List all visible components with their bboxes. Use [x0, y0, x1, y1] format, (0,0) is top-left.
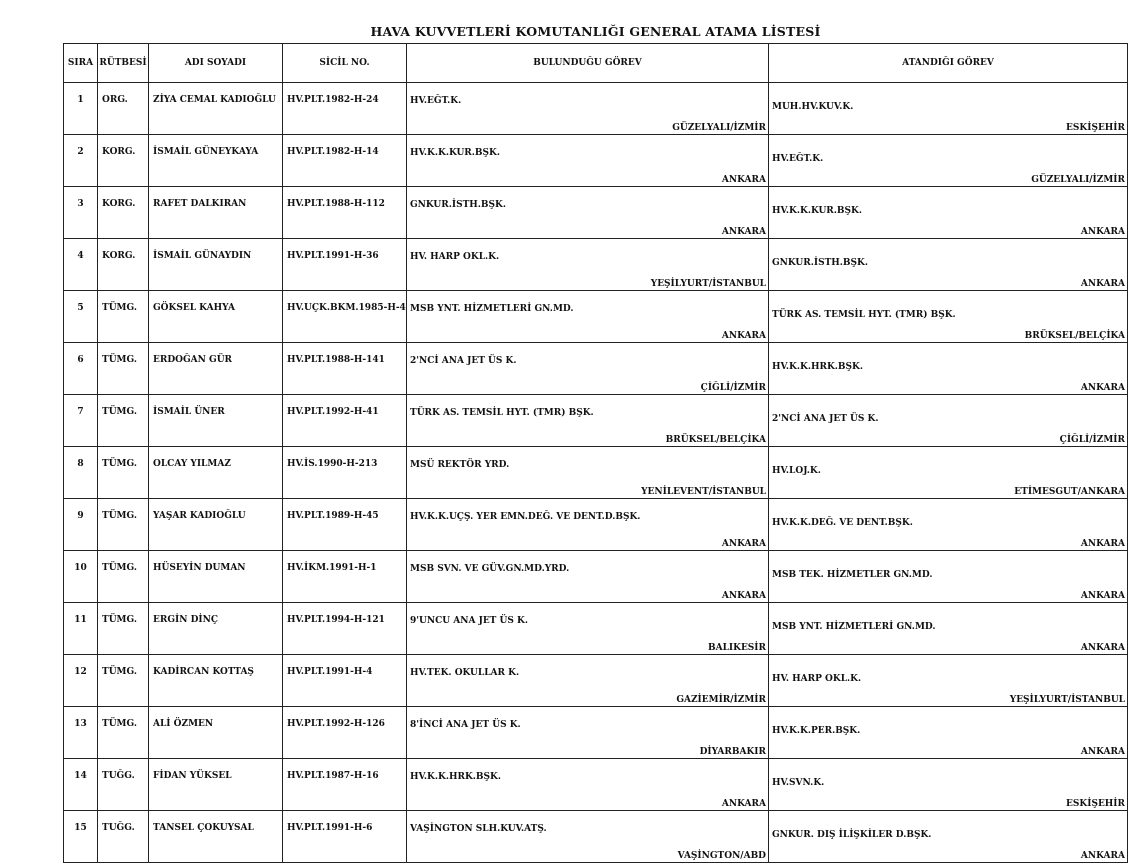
assigned-location: ANKARA — [1080, 851, 1125, 861]
assigned-duty-cell — [769, 603, 1128, 655]
table-row — [64, 707, 1128, 759]
row-number: 12 — [64, 655, 98, 707]
table-row — [64, 239, 1128, 291]
row-sicil: HV.PLT.1982-H-14 — [283, 135, 407, 187]
row-number: 15 — [64, 811, 98, 863]
row-sicil: HV.PLT.1989-H-45 — [283, 499, 407, 551]
row-number: 5 — [64, 291, 98, 343]
assigned-location: ANKARA — [1080, 539, 1125, 549]
header-sira: SIRA — [64, 44, 98, 83]
row-rank: TÜMG. — [98, 603, 149, 655]
row-name: ERGİN DİNÇ — [149, 603, 283, 655]
current-duty: 8'İNCİ ANA JET ÜS K. — [410, 720, 521, 730]
assigned-duty-cell — [769, 187, 1128, 239]
current-location: ÇİĞLİ/İZMİR — [700, 383, 766, 393]
row-rank: TÜMG. — [98, 655, 149, 707]
assigned-location: ETİMESGUT/ANKARA — [1014, 487, 1125, 497]
header-ad: ADI SOYADI — [149, 44, 283, 83]
current-location: ANKARA — [721, 331, 766, 341]
assigned-duty: HV.K.K.DEĞ. VE DENT.BŞK. — [772, 518, 913, 528]
row-sicil: HV.PLT.1987-H-16 — [283, 759, 407, 811]
current-duty-cell — [407, 811, 769, 863]
assigned-location: BRÜKSEL/BELÇİKA — [1024, 331, 1125, 341]
assigned-location: ANKARA — [1080, 279, 1125, 289]
assigned-duty-cell — [769, 395, 1128, 447]
current-location: ANKARA — [721, 539, 766, 549]
assigned-duty: HV.EĞT.K. — [772, 154, 824, 164]
table-row — [64, 395, 1128, 447]
table-row — [64, 655, 1128, 707]
assigned-location: ANKARA — [1080, 643, 1125, 653]
current-duty: HV. HARP OKL.K. — [410, 252, 500, 262]
current-duty: MSB SVN. VE GÜV.GN.MD.YRD. — [410, 564, 570, 574]
assigned-location: ESKİŞEHİR — [1066, 799, 1125, 809]
current-location: VAŞİNGTON/ABD — [677, 851, 766, 861]
table-row — [64, 343, 1128, 395]
current-duty: MSÜ REKTÖR YRD. — [410, 460, 510, 470]
assigned-location: ANKARA — [1080, 591, 1125, 601]
page-title: HAVA KUVVETLERİ KOMUTANLIĞI GENERAL ATAMA LİSTESİ — [370, 24, 821, 39]
row-rank: TUĞG. — [98, 811, 149, 863]
assigned-duty-cell — [769, 499, 1128, 551]
row-name: HÜSEYİN DUMAN — [149, 551, 283, 603]
assigned-duty-cell — [769, 343, 1128, 395]
current-duty: GNKUR.İSTH.BŞK. — [410, 200, 506, 210]
current-duty-cell — [407, 187, 769, 239]
current-duty-cell — [407, 135, 769, 187]
table-row — [64, 291, 1128, 343]
row-sicil: HV.PLT.1991-H-4 — [283, 655, 407, 707]
assigned-location: ANKARA — [1080, 747, 1125, 757]
row-rank: TÜMG. — [98, 343, 149, 395]
table-row — [64, 83, 1128, 135]
current-location: ANKARA — [721, 799, 766, 809]
assigned-duty-cell — [769, 239, 1128, 291]
row-sicil: HV.PLT.1988-H-141 — [283, 343, 407, 395]
table-row — [64, 499, 1128, 551]
current-duty: TÜRK AS. TEMSİL HYT. (TMR) BŞK. — [410, 408, 594, 418]
row-rank: KORG. — [98, 135, 149, 187]
table-row — [64, 811, 1128, 863]
row-name: OLCAY YILMAZ — [149, 447, 283, 499]
assignment-table — [63, 43, 1128, 863]
row-name: İSMAİL GÜNAYDIN — [149, 239, 283, 291]
assigned-duty: MUH.HV.KUV.K. — [772, 102, 854, 112]
current-duty: 9'UNCU ANA JET ÜS K. — [410, 616, 528, 626]
row-name: KADİRCAN KOTTAŞ — [149, 655, 283, 707]
row-rank: TÜMG. — [98, 499, 149, 551]
current-location: ANKARA — [721, 175, 766, 185]
current-duty-cell — [407, 499, 769, 551]
current-duty-cell — [407, 603, 769, 655]
assigned-location: ANKARA — [1080, 383, 1125, 393]
row-number: 2 — [64, 135, 98, 187]
current-duty: HV.EĞT.K. — [410, 96, 462, 106]
header-rutbe: RÜTBESİ — [98, 44, 149, 83]
current-duty: HV.K.K.UÇŞ. YER EMN.DEĞ. VE DENT.D.BŞK. — [410, 512, 641, 522]
current-location: BRÜKSEL/BELÇİKA — [665, 435, 766, 445]
row-number: 13 — [64, 707, 98, 759]
current-duty-cell — [407, 447, 769, 499]
row-name: RAFET DALKIRAN — [149, 187, 283, 239]
assigned-duty-cell — [769, 83, 1128, 135]
row-number: 4 — [64, 239, 98, 291]
current-duty: HV.K.K.HRK.BŞK. — [410, 772, 501, 782]
row-rank: ORG. — [98, 83, 149, 135]
row-number: 11 — [64, 603, 98, 655]
assigned-duty-cell — [769, 655, 1128, 707]
row-rank: TÜMG. — [98, 551, 149, 603]
row-name: GÖKSEL KAHYA — [149, 291, 283, 343]
assigned-duty: HV.SVN.K. — [772, 778, 825, 788]
row-sicil: HV.PLT.1982-H-24 — [283, 83, 407, 135]
row-name: ALİ ÖZMEN — [149, 707, 283, 759]
header-atandigi: ATANDIĞI GÖREV — [769, 44, 1128, 83]
header-row — [64, 44, 1128, 83]
row-sicil: HV.PLT.1991-H-6 — [283, 811, 407, 863]
current-duty-cell — [407, 759, 769, 811]
assigned-duty: 2'NCİ ANA JET ÜS K. — [772, 414, 879, 424]
row-number: 1 — [64, 83, 98, 135]
assigned-duty: MSB YNT. HİZMETLERİ GN.MD. — [772, 622, 936, 632]
assigned-duty-cell — [769, 135, 1128, 187]
current-duty: MSB YNT. HİZMETLERİ GN.MD. — [410, 304, 574, 314]
row-rank: TÜMG. — [98, 707, 149, 759]
row-name: YAŞAR KADIOĞLU — [149, 499, 283, 551]
table-row — [64, 759, 1128, 811]
current-location: ANKARA — [721, 591, 766, 601]
assigned-location: ÇİĞLİ/İZMİR — [1059, 435, 1125, 445]
assigned-duty: HV.K.K.PER.BŞK. — [772, 726, 861, 736]
assigned-duty: HV. HARP OKL.K. — [772, 674, 862, 684]
row-rank: TÜMG. — [98, 447, 149, 499]
current-duty: 2'NCİ ANA JET ÜS K. — [410, 356, 517, 366]
row-rank: TÜMG. — [98, 395, 149, 447]
row-rank: TUĞG. — [98, 759, 149, 811]
assigned-duty: MSB TEK. HİZMETLER GN.MD. — [772, 570, 933, 580]
assigned-duty: HV.K.K.HRK.BŞK. — [772, 362, 863, 372]
current-duty-cell — [407, 83, 769, 135]
assigned-duty-cell — [769, 551, 1128, 603]
current-location: ANKARA — [721, 227, 766, 237]
assigned-location: ANKARA — [1080, 227, 1125, 237]
row-name: FİDAN YÜKSEL — [149, 759, 283, 811]
current-location: GAZİEMİR/İZMİR — [676, 695, 766, 705]
assigned-location: GÜZELYALI/İZMİR — [1031, 175, 1125, 185]
row-number: 3 — [64, 187, 98, 239]
current-location: DİYARBAKIR — [699, 747, 766, 757]
current-duty: HV.TEK. OKULLAR K. — [410, 668, 520, 678]
row-rank: KORG. — [98, 239, 149, 291]
assigned-duty: GNKUR.İSTH.BŞK. — [772, 258, 868, 268]
assigned-duty-cell — [769, 291, 1128, 343]
row-rank: KORG. — [98, 187, 149, 239]
current-duty-cell — [407, 395, 769, 447]
assigned-duty-cell — [769, 707, 1128, 759]
row-sicil: HV.PLT.1992-H-126 — [283, 707, 407, 759]
row-sicil: HV.İS.1990-H-213 — [283, 447, 407, 499]
current-location: YENİLEVENT/İSTANBUL — [641, 487, 766, 497]
row-sicil: HV.PLT.1992-H-41 — [283, 395, 407, 447]
row-number: 10 — [64, 551, 98, 603]
assigned-duty-cell — [769, 759, 1128, 811]
row-sicil: HV.UÇK.BKM.1985-H-4 — [283, 291, 407, 343]
assigned-location: YEŞİLYURT/İSTANBUL — [1009, 695, 1125, 705]
assigned-duty-cell — [769, 811, 1128, 863]
row-name: İSMAİL GÜNEYKAYA — [149, 135, 283, 187]
row-name: ZİYA CEMAL KADIOĞLU — [149, 83, 283, 135]
row-name: ERDOĞAN GÜR — [149, 343, 283, 395]
current-duty-cell — [407, 291, 769, 343]
table-row — [64, 603, 1128, 655]
row-sicil: HV.PLT.1988-H-112 — [283, 187, 407, 239]
current-duty-cell — [407, 239, 769, 291]
assigned-duty: GNKUR. DIŞ İLİŞKİLER D.BŞK. — [772, 830, 932, 840]
current-duty-cell — [407, 343, 769, 395]
row-sicil: HV.PLT.1991-H-36 — [283, 239, 407, 291]
table-row — [64, 135, 1128, 187]
table-body — [64, 83, 1128, 863]
row-name: TANSEL ÇOKUYSAL — [149, 811, 283, 863]
row-name: İSMAİL ÜNER — [149, 395, 283, 447]
assigned-duty: HV.LOJ.K. — [772, 466, 821, 476]
current-duty-cell — [407, 655, 769, 707]
table-row — [64, 187, 1128, 239]
current-duty: VAŞİNGTON SLH.KUV.ATŞ. — [410, 824, 547, 834]
assigned-duty: HV.K.K.KUR.BŞK. — [772, 206, 862, 216]
assigned-duty: TÜRK AS. TEMSİL HYT. (TMR) BŞK. — [772, 310, 956, 320]
table-row — [64, 551, 1128, 603]
row-number: 6 — [64, 343, 98, 395]
row-number: 9 — [64, 499, 98, 551]
row-number: 7 — [64, 395, 98, 447]
row-sicil: HV.İKM.1991-H-1 — [283, 551, 407, 603]
header-bulundugu: BULUNDUĞU GÖREV — [407, 44, 769, 83]
row-sicil: HV.PLT.1994-H-121 — [283, 603, 407, 655]
current-duty-cell — [407, 707, 769, 759]
current-location: YEŞİLYURT/İSTANBUL — [650, 279, 766, 289]
header-sicil: SİCİL NO. — [283, 44, 407, 83]
row-number: 14 — [64, 759, 98, 811]
current-duty: HV.K.K.KUR.BŞK. — [410, 148, 500, 158]
row-rank: TÜMG. — [98, 291, 149, 343]
current-duty-cell — [407, 551, 769, 603]
table-row — [64, 447, 1128, 499]
assigned-location: ESKİŞEHİR — [1066, 123, 1125, 133]
current-location: BALIKESİR — [708, 643, 766, 653]
row-number: 8 — [64, 447, 98, 499]
current-location: GÜZELYALI/İZMİR — [672, 123, 766, 133]
assigned-duty-cell — [769, 447, 1128, 499]
